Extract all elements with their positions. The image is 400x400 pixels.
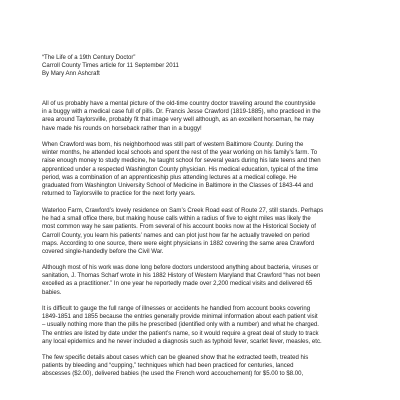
article-header [42,54,372,79]
text-line: covered single-handedly before the Civil War. [42,249,164,256]
byline: By Mary Ann Ashcraft [42,71,100,78]
paragraph-case-details [42,354,372,379]
text-line: have made his rounds on horseback rather than in a buggy! [42,125,202,132]
text-line: in a buggy with a medical case full of pills. Dr. Francis Jesse Crawford (1819-1885), who practiced in the [42,109,321,116]
text-line: he had a small office there, but making house calls within a radius of five to eight miles was likely the [42,216,311,223]
text-line: excelled as a practitioner.” In one year he reportedly made over 2,200 medical visits and delivered 65 [42,281,313,288]
text-line: 1849-1851 and 1855 because the entries generally provide minimal information about each patient visit [42,314,318,321]
text-line: Waterloo Farm, Crawford’s lovely residence on Sam’s Creek Road east of Route 27, still stands. Perhaps [42,208,324,214]
text-line: graduated from Washington University School of Medicine in Baltimore in the Classes of 1843-44 and [42,183,314,190]
text-line: All of us probably have a mental picture of the old-time country doctor traveling around the countryside [42,101,316,107]
text-line: Carroll County, you learn his patients’ names and can plot just how far he actually traveled on period [42,232,310,239]
text-line: returned to Taylorsville to practice for the next forty years. [42,191,196,198]
article-title: “The Life of a 19th Century Doctor” [42,55,136,61]
text-line: winter months, he attended local schools and spent the rest of the year working on his family’s farm. To [42,150,318,157]
paragraph-scharf-history [42,264,372,297]
text-line: sanitation, J. Thomas Scharf wrote in his 1882 History of Western Maryland that Crawford “has not been [42,273,321,280]
text-line: – usually nothing more than the pills he prescribed (identified only with a number) and what he charged. [42,322,319,329]
paragraph-waterloo-farm [42,207,372,256]
text-line: The few specific details about cases which can be gleaned show that he extracted teeth, treated his [42,355,309,361]
text-line: The entries are listed by date under the patient’s name, so it would require a great deal of study to track [42,330,319,337]
paragraph-intro [42,100,372,133]
text-line: maps. According to one source, there were eight physicians in 1882 covering the same area Crawford [42,240,315,247]
text-line: most common way he saw patients. From several of his account books now at the Historical Society of [42,224,316,231]
publication-line: Carroll County Times article for 11 September 2011 [42,63,179,70]
text-line: abscesses ($2.00), delivered babies (he used the French word accouchement) for $5.00 to $8.00, [42,371,304,378]
text-line: When Crawford was born, his neighborhood was still part of western Baltimore County. During the [42,142,304,148]
text-line: It is difficult to gauge the full range of illnesses or accidents he handled from account books covering [42,306,311,312]
text-line: patients by bleeding and “cupping,” techniques which had been practiced for centuries, lanced [42,363,294,370]
text-line: any local epidemics and he never included a diagnosis such as typhoid fever, scarlet fever, measles, etc. [42,338,322,345]
paragraph-account-books [42,305,372,346]
text-line: period, was a combination of an apprenticeship plus attending lectures at a medical college. He [42,174,297,181]
paragraph-education [42,141,372,198]
text-line: raise enough money to study medicine, he taught school for several years during his late teens and then [42,158,321,165]
text-line: area around Taylorsville, probably fit that image very well although, as an excellent horseman, he may [42,117,315,124]
text-line: Although most of his work was done long before doctors understood anything about bacteria, viruses or [42,265,319,271]
text-line: babies. [42,289,62,296]
text-line: apprenticed under a respected Washington County physician. His medical education, typical of the time [42,166,319,173]
